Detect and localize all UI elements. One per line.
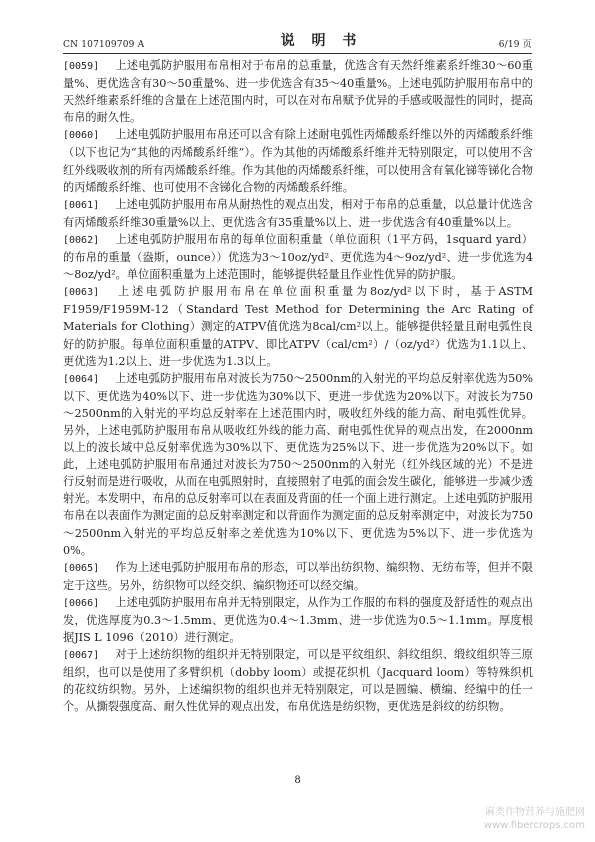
- paragraph-text: 上述电弧防护服用布帛对波长为750～2500nm的入射光的平均总反射率优选为50%以下、更优选为40%以下、进一步优选为30%以下、更进一步优选为20%以下。对波长为750～2500nm的入射光的平均总反射率在上述范围内时，吸收红外线的能力高、耐电弧性优异。另外，上述电弧防护服用布帛从吸收红外线的能力高、耐电弧性优异的观点出发，在2000nm以上的波长域中总反射率优选为30%以下、更优选为25%以下、进一步优选为20%以下。如此，上述电弧防护服用布帛通过对波长为750～2500nm的入射光（红外线区域的光）不是进行反射而是进行吸收，从而在电弧照射时，直接照射了电弧的面会发生碳化，能够进一步减少透射光。本发明中，布帛的总反射率可以在表面及背面的任一个面上进行测定。上述电弧防护服用布帛在以表面作为测定面的总反射率测定和以背面作为测定面的总反射率测定中，对波长为750～2500nm入射光的平均总反射率之差优选为10%以下、更优选为5%以下、进一步优选为0%。: [63, 371, 533, 557]
- paragraph-text: 上述电弧防护服用布帛相对于布帛的总重量，优选含有天然纤维素系纤维30～60重量%、更优选含有30～50重量%、进一步优选含有35～40重量%。上述电弧防护服用布帛中的天然纤维素系纤维的含量在上述范围内时，可以在对布帛赋予优异的手感或吸湿性的同时，提高布帛的耐久性。: [63, 59, 533, 125]
- paragraph-text: 上述电弧防护服用布帛还可以含有除上述耐电弧性丙烯酸系纤维以外的丙烯酸系纤维（以下也记为“其他的丙烯酸系纤维”）。作为其他的丙烯酸系纤维并无特别限定，可以使用不含红外线吸收剂的所有丙烯酸系纤维。作为其他的丙烯酸系纤维，可以使用含有氧化锑等锑化合物的丙烯酸系纤维、也可使用不含锑化合物的丙烯酸系纤维。: [63, 128, 533, 194]
- page-number: 8: [294, 775, 301, 786]
- paragraph-0060: [63, 126, 533, 195]
- paragraph-number: [0067]: [63, 650, 100, 662]
- paragraph-text: 上述电弧防护服用布帛并无特别限定，从作为工作服的布料的强度及舒适性的观点出发，优选厚度为0.3～1.5mm、更优选为0.4～1.3mm、进一步优选为0.5～1.1mm。厚度根据JIS L 1096（2010）进行测定。: [63, 595, 533, 645]
- paragraph-0064: [63, 370, 533, 559]
- page-of-indicator: 6/19 页: [498, 40, 532, 50]
- paragraph-0062: [63, 231, 533, 283]
- paragraph-text: 上述电弧防护服用布帛从耐热性的观点出发，相对于布帛的总重量，以总量计优选含有丙烯酸系纤维30重量%以上、更优选含有35重量%以上、进一步优选含有40重量%以上。: [63, 197, 533, 229]
- paragraph-number: [0061]: [63, 199, 100, 211]
- paragraph-0059: [63, 57, 533, 126]
- page-header: [63, 30, 532, 50]
- patent-number: CN 107109709 A: [63, 40, 145, 50]
- paragraph-text: 对于上述纺织物的组织并无特别限定，可以是平纹组织、斜纹组织、缎纹组织等三原组织，也可以是使用了多臂织机（dobby loom）或提花织机（Jacquard loom）等特殊织机的花纹纺织物。另外，上述编织物的组织也并无特别限定，可以是圆编、横编、经编中的任一个。从撕裂强度高、耐久性优异的观点出发，布帛优选是纺织物，更优选是斜纹的纺织物。: [63, 648, 533, 714]
- paragraph-0061: [63, 196, 533, 231]
- paragraph-text: 作为上述电弧防护服用布帛的形态，可以举出纺织物、编织物、无纺布等，但并不限定于这些。另外，纺织物可以经交织、编织物还可以经交编。: [63, 560, 533, 592]
- paragraph-text: 上述电弧防护服用布帛在单位面积重量为8oz/yd²以下时，基于ASTM F1959/F1959M-12（Standard Test Method for Determining the Arc Rating of Materials for Clothing）测定的ATPV值优选为8cal/cm²以上。能够提供轻量且耐电弧性良好的防护服。每单位面积重量的ATPV、即比ATPV（cal/cm²）/（oz/yd²）优选为1.1以上、更优选为1.2以上、进一步优选为1.3以上。: [63, 285, 533, 368]
- site-watermark: [484, 806, 585, 832]
- paragraph-0065: [63, 559, 533, 594]
- paragraph-number: [0062]: [63, 234, 100, 246]
- paragraph-0067: [63, 646, 533, 715]
- paragraph-0066: [63, 594, 533, 646]
- paragraph-number: [0066]: [63, 597, 100, 609]
- paragraph-0063: [63, 283, 533, 369]
- paragraph-text: 上述电弧防护服用布帛的每单位面积重量（单位面积（1平方码，1squard yard）的布帛的重量（盎斯，ounce））优选为3～10oz/yd²、更优选为4～9oz/yd²、进一步优选为4～8oz/yd²。单位面积重量为上述范围时，能够提供轻量且作业性优异的防护服。: [63, 232, 533, 282]
- watermark-url: www.fibercrops.com: [483, 820, 585, 831]
- header-rule: [63, 53, 532, 54]
- paragraph-number: [0059]: [63, 61, 100, 72]
- document-body: [63, 57, 533, 716]
- watermark-site-name: 麻类作物营养与施肥网: [485, 807, 585, 818]
- paragraph-number: [0063]: [63, 287, 100, 299]
- paragraph-number: [0060]: [63, 130, 100, 142]
- document-type-title: 说 明 书: [280, 33, 363, 49]
- paragraph-number: [0064]: [63, 373, 100, 385]
- paragraph-number: [0065]: [63, 562, 100, 574]
